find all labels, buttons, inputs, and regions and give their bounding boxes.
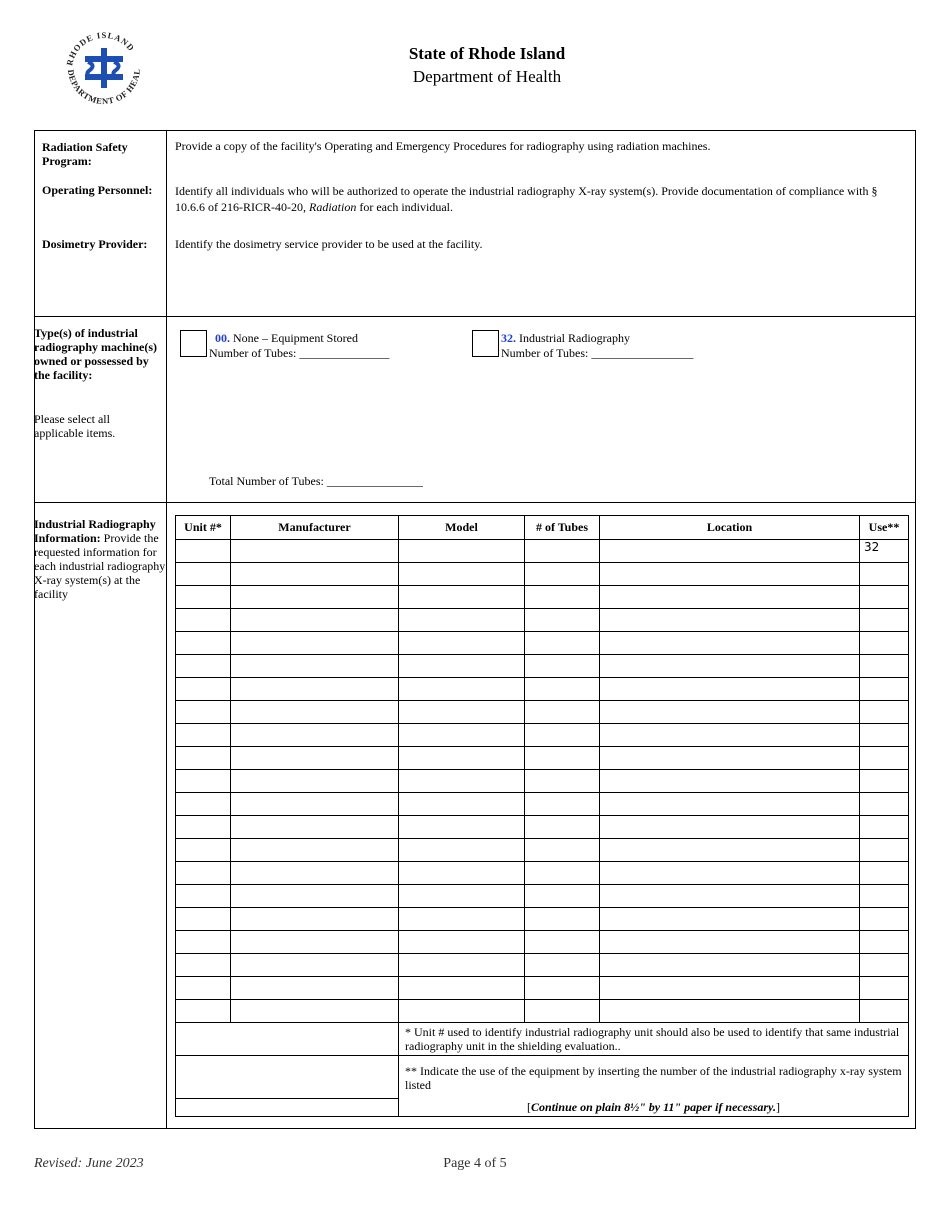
table-row bbox=[176, 586, 909, 609]
table-cell[interactable] bbox=[860, 793, 909, 816]
table-cell[interactable] bbox=[860, 862, 909, 885]
table-row bbox=[176, 908, 909, 931]
section-divider-2 bbox=[34, 502, 916, 503]
table-row bbox=[176, 977, 909, 1000]
table-cell[interactable] bbox=[231, 793, 399, 816]
note-spacer-2 bbox=[176, 1056, 399, 1117]
table-cell[interactable] bbox=[231, 770, 399, 793]
table-cell[interactable] bbox=[860, 747, 909, 770]
table-cell[interactable] bbox=[860, 954, 909, 977]
table-cell[interactable] bbox=[860, 586, 909, 609]
table-cell[interactable] bbox=[525, 954, 600, 977]
table-cell[interactable] bbox=[176, 632, 231, 655]
table-row bbox=[176, 540, 909, 563]
note-use: ** Indicate the use of the equipment by inserting the number of the industrial radiography x-ray system listed [Continue on plain 8½" by 11" paper if necessary.] bbox=[399, 1056, 909, 1117]
table-cell[interactable] bbox=[525, 931, 600, 954]
table-cell[interactable] bbox=[600, 931, 860, 954]
table-cell[interactable] bbox=[176, 678, 231, 701]
table-cell[interactable] bbox=[525, 678, 600, 701]
table-cell[interactable] bbox=[176, 586, 231, 609]
section-divider-1 bbox=[34, 316, 916, 317]
table-cell[interactable] bbox=[525, 908, 600, 931]
total-tubes[interactable]: Total Number of Tubes: ________________ bbox=[209, 474, 423, 488]
use-cell[interactable]: 32 bbox=[860, 540, 909, 563]
label-dosimetry: Dosimetry Provider: bbox=[42, 237, 148, 251]
table-cell[interactable] bbox=[600, 793, 860, 816]
table-cell[interactable] bbox=[231, 885, 399, 908]
table-cell[interactable] bbox=[399, 977, 525, 1000]
table-row bbox=[176, 563, 909, 586]
table-row bbox=[176, 747, 909, 770]
table-row bbox=[176, 885, 909, 908]
table-cell[interactable] bbox=[525, 632, 600, 655]
table-cell[interactable] bbox=[231, 977, 399, 1000]
table-cell[interactable] bbox=[176, 931, 231, 954]
table-cell[interactable] bbox=[176, 747, 231, 770]
table-cell[interactable] bbox=[176, 540, 231, 563]
page-number: Page 4 of 5 bbox=[443, 1156, 507, 1171]
table-cell[interactable] bbox=[399, 885, 525, 908]
col-manufacturer: Manufacturer bbox=[231, 516, 399, 540]
table-cell[interactable] bbox=[525, 724, 600, 747]
table-cell[interactable] bbox=[600, 540, 860, 563]
table-row bbox=[176, 931, 909, 954]
table-cell[interactable] bbox=[525, 793, 600, 816]
table-row bbox=[176, 793, 909, 816]
table-row bbox=[176, 862, 909, 885]
table-cell[interactable] bbox=[860, 609, 909, 632]
table-cell[interactable] bbox=[525, 586, 600, 609]
table-cell[interactable] bbox=[600, 954, 860, 977]
table-cell[interactable] bbox=[600, 586, 860, 609]
table-cell[interactable] bbox=[525, 816, 600, 839]
table-cell[interactable] bbox=[231, 540, 399, 563]
col-model: Model bbox=[399, 516, 525, 540]
table-cell[interactable] bbox=[600, 609, 860, 632]
table-cell[interactable] bbox=[399, 724, 525, 747]
note-row-1 bbox=[176, 1023, 909, 1056]
option-none-stored: 00. None – Equipment Stored bbox=[215, 331, 358, 345]
label-machine-types: Type(s) of industrial radiography machine(s) owned or possessed by the facility: bbox=[34, 326, 157, 382]
table-cell[interactable] bbox=[399, 632, 525, 655]
text-radiation-safety: Provide a copy of the facility's Operating and Emergency Procedures for radiography using radiation machines. bbox=[175, 139, 711, 153]
table-cell[interactable] bbox=[176, 701, 231, 724]
table-cell[interactable] bbox=[525, 655, 600, 678]
note-unit: * Unit # used to identify industrial radiography unit should also be used to identify that same industrial radiography unit in the shielding evaluation.. bbox=[399, 1023, 909, 1056]
table-cell[interactable] bbox=[231, 701, 399, 724]
table-cell[interactable] bbox=[600, 977, 860, 1000]
table-cell[interactable] bbox=[860, 655, 909, 678]
svg-text:RHODE ISLAND: RHODE ISLAND bbox=[64, 29, 137, 67]
table-cell[interactable] bbox=[176, 839, 231, 862]
table-cell[interactable] bbox=[231, 632, 399, 655]
table-cell[interactable] bbox=[600, 678, 860, 701]
label-operating-personnel: Operating Personnel: bbox=[42, 183, 153, 197]
option-industrial-radiography: 32. Industrial Radiography bbox=[501, 331, 630, 345]
table-cell[interactable] bbox=[176, 885, 231, 908]
table-row bbox=[176, 954, 909, 977]
state-title: State of Rhode Island bbox=[408, 44, 566, 63]
note-spacer bbox=[176, 1023, 399, 1056]
table-cell[interactable] bbox=[600, 862, 860, 885]
table-cell[interactable] bbox=[231, 862, 399, 885]
table-cell[interactable] bbox=[860, 839, 909, 862]
checkbox-industrial-radiography[interactable] bbox=[472, 330, 499, 357]
table-cell[interactable] bbox=[600, 908, 860, 931]
col-tubes: # of Tubes bbox=[525, 516, 600, 540]
table-cell[interactable] bbox=[176, 770, 231, 793]
table-cell[interactable] bbox=[860, 977, 909, 1000]
table-cell[interactable] bbox=[231, 1000, 399, 1023]
table-cell[interactable] bbox=[525, 540, 600, 563]
table-cell[interactable] bbox=[600, 747, 860, 770]
table-cell[interactable] bbox=[600, 632, 860, 655]
table-cell[interactable] bbox=[231, 678, 399, 701]
table-cell[interactable] bbox=[860, 885, 909, 908]
table-cell[interactable] bbox=[176, 609, 231, 632]
table-cell[interactable] bbox=[399, 701, 525, 724]
table-cell[interactable] bbox=[525, 747, 600, 770]
table-cell[interactable] bbox=[399, 563, 525, 586]
table-cell[interactable] bbox=[399, 609, 525, 632]
table-cell[interactable] bbox=[399, 747, 525, 770]
table-cell[interactable] bbox=[399, 540, 525, 563]
table-cell[interactable] bbox=[525, 609, 600, 632]
table-cell[interactable] bbox=[399, 931, 525, 954]
table-cell[interactable] bbox=[176, 954, 231, 977]
table-cell[interactable] bbox=[525, 1000, 600, 1023]
table-cell[interactable] bbox=[600, 885, 860, 908]
table-cell[interactable] bbox=[176, 816, 231, 839]
table-row bbox=[176, 839, 909, 862]
table-row bbox=[176, 1000, 909, 1023]
table-cell[interactable] bbox=[860, 632, 909, 655]
label-radiography-info: Industrial Radiography Information: Provide the requested information for each industrial radiography X-ray system(s) at the facility bbox=[34, 517, 166, 601]
table-cell[interactable] bbox=[231, 724, 399, 747]
table-cell[interactable] bbox=[600, 1000, 860, 1023]
table-cell[interactable] bbox=[600, 701, 860, 724]
table-row bbox=[176, 701, 909, 724]
revised-date: Revised: June 2023 bbox=[34, 1156, 144, 1171]
table-cell[interactable] bbox=[600, 770, 860, 793]
table-row bbox=[176, 609, 909, 632]
table-cell[interactable] bbox=[231, 816, 399, 839]
table-cell[interactable] bbox=[399, 1000, 525, 1023]
table-row bbox=[176, 632, 909, 655]
checkbox-none-stored[interactable] bbox=[180, 330, 207, 357]
table-cell[interactable] bbox=[860, 816, 909, 839]
table-cell[interactable] bbox=[860, 724, 909, 747]
col-use: Use** bbox=[860, 516, 909, 540]
table-cell[interactable] bbox=[600, 816, 860, 839]
table-cell[interactable] bbox=[525, 862, 600, 885]
table-cell[interactable] bbox=[176, 793, 231, 816]
col-unit: Unit #* bbox=[176, 516, 231, 540]
column-divider bbox=[166, 130, 167, 1129]
table-cell[interactable] bbox=[600, 724, 860, 747]
text-dosimetry: Identify the dosimetry service provider to be used at the facility. bbox=[175, 237, 483, 251]
table-cell[interactable] bbox=[860, 563, 909, 586]
table-cell[interactable] bbox=[860, 931, 909, 954]
table-cell[interactable] bbox=[176, 862, 231, 885]
table-cell[interactable] bbox=[231, 908, 399, 931]
table-cell[interactable] bbox=[525, 563, 600, 586]
table-cell[interactable] bbox=[231, 655, 399, 678]
table-cell[interactable] bbox=[399, 839, 525, 862]
table-cell[interactable] bbox=[231, 609, 399, 632]
table-cell[interactable] bbox=[399, 816, 525, 839]
table-cell[interactable] bbox=[399, 678, 525, 701]
label-radiation-safety: Radiation Safety Program: bbox=[42, 140, 128, 168]
department-title: Department of Health bbox=[412, 67, 562, 86]
table-row bbox=[176, 678, 909, 701]
table-row bbox=[176, 770, 909, 793]
text-operating-personnel: Identify all individuals who will be authorized to operate the industrial radiography X-ray system(s). Provide documentation of compliance with § 10.6.6 of 216-RICR-40-20, Radiation for each individual. bbox=[175, 184, 878, 214]
table-cell[interactable] bbox=[231, 563, 399, 586]
table-cell[interactable] bbox=[231, 954, 399, 977]
table-cell[interactable] bbox=[231, 747, 399, 770]
table-cell[interactable] bbox=[860, 1000, 909, 1023]
table-cell[interactable] bbox=[525, 885, 600, 908]
table-cell[interactable] bbox=[399, 655, 525, 678]
select-hint: Please select all applicable items. bbox=[34, 412, 116, 440]
table-cell[interactable] bbox=[600, 839, 860, 862]
table-cell[interactable] bbox=[399, 770, 525, 793]
table-cell[interactable] bbox=[525, 977, 600, 1000]
table-cell[interactable] bbox=[525, 839, 600, 862]
table-cell[interactable] bbox=[176, 563, 231, 586]
table-cell[interactable] bbox=[399, 954, 525, 977]
equipment-table bbox=[175, 515, 909, 1117]
table-row bbox=[176, 816, 909, 839]
table-cell[interactable] bbox=[176, 655, 231, 678]
table-cell[interactable] bbox=[399, 793, 525, 816]
table-row bbox=[176, 724, 909, 747]
table-cell[interactable] bbox=[600, 655, 860, 678]
tubes-none-stored[interactable]: Number of Tubes: _______________ bbox=[209, 346, 390, 360]
note-row-2 bbox=[176, 1056, 909, 1117]
table-cell[interactable] bbox=[231, 839, 399, 862]
table-cell[interactable] bbox=[860, 701, 909, 724]
svg-text:DEPARTMENT OF HEALTH: DEPARTMENT OF HEAL bbox=[65, 68, 143, 107]
table-row bbox=[176, 655, 909, 678]
table-cell[interactable] bbox=[231, 931, 399, 954]
table-cell[interactable] bbox=[176, 1000, 231, 1023]
tubes-industrial-radiography[interactable]: Number of Tubes: _________________ bbox=[501, 346, 694, 360]
table-cell[interactable] bbox=[231, 586, 399, 609]
table-header-row bbox=[176, 516, 909, 540]
table-cell[interactable] bbox=[176, 977, 231, 1000]
table-cell[interactable] bbox=[860, 678, 909, 701]
table-cell[interactable] bbox=[399, 862, 525, 885]
table-cell[interactable] bbox=[600, 563, 860, 586]
table-cell[interactable] bbox=[525, 701, 600, 724]
table-cell[interactable] bbox=[860, 770, 909, 793]
table-cell[interactable] bbox=[176, 724, 231, 747]
table-cell[interactable] bbox=[176, 908, 231, 931]
col-location: Location bbox=[600, 516, 860, 540]
table-cell[interactable] bbox=[399, 586, 525, 609]
table-cell[interactable] bbox=[525, 770, 600, 793]
table-cell[interactable] bbox=[860, 908, 909, 931]
table-cell[interactable] bbox=[399, 908, 525, 931]
